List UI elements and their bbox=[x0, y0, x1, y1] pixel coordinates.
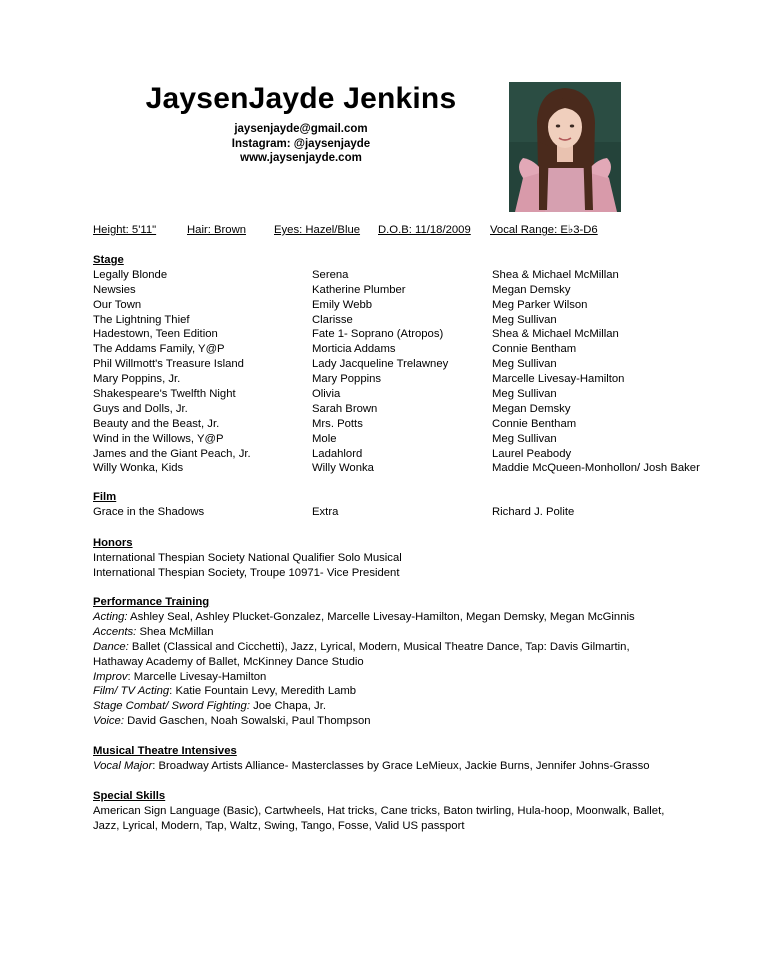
dob: D.O.B: 11/18/2009 bbox=[378, 224, 471, 236]
role: Ladahlord bbox=[312, 447, 363, 460]
credit-row bbox=[93, 417, 733, 432]
intensive-text: : Broadway Artists Alliance- Masterclasses by Grace LeMieux, Jackie Burns, Jennifer Johns-Grasso bbox=[152, 759, 650, 772]
show-title: Wind in the Willows, Y@P bbox=[93, 432, 224, 445]
credit-row bbox=[93, 447, 733, 462]
training-section bbox=[93, 595, 635, 729]
skills-line: American Sign Language (Basic), Cartwheels, Hat tricks, Cane tricks, Baton twirling, Hula-hoop, Moonwalk, Ballet, bbox=[93, 804, 665, 817]
role: Sarah Brown bbox=[312, 402, 378, 415]
section-heading: Performance Training bbox=[93, 596, 210, 608]
director: Megan Demsky bbox=[492, 402, 571, 415]
role: Emily Webb bbox=[312, 298, 373, 311]
training-improv bbox=[93, 670, 635, 685]
role: Mrs. Potts bbox=[312, 417, 363, 430]
training-label: Film/ TV Acting bbox=[93, 685, 170, 698]
role: Mole bbox=[312, 432, 337, 445]
section-heading: Stage bbox=[93, 254, 124, 266]
role: Extra bbox=[312, 505, 339, 518]
training-label: Dance: bbox=[93, 640, 129, 653]
show-title: The Lightning Thief bbox=[93, 313, 190, 326]
show-title: Shakespeare's Twelfth Night bbox=[93, 388, 236, 401]
skills-line: Jazz, Lyrical, Modern, Tap, Waltz, Swing, Tango, Fosse, Valid US passport bbox=[93, 819, 465, 832]
role: Willy Wonka bbox=[312, 462, 374, 475]
training-voice bbox=[93, 714, 635, 729]
credit-row bbox=[93, 387, 733, 402]
training-label: Improv bbox=[93, 670, 128, 683]
intensives-section bbox=[93, 744, 650, 774]
director: Meg Sullivan bbox=[492, 313, 557, 326]
film-title: Grace in the Shadows bbox=[93, 505, 205, 518]
show-title: James and the Giant Peach, Jr. bbox=[93, 447, 251, 460]
honors-section bbox=[93, 536, 402, 581]
show-title: Guys and Dolls, Jr. bbox=[93, 402, 188, 415]
show-title: Legally Blonde bbox=[93, 268, 168, 281]
credit-row bbox=[93, 342, 733, 357]
director: Meg Parker Wilson bbox=[492, 298, 588, 311]
training-label: Accents: bbox=[93, 625, 137, 638]
director: Connie Bentham bbox=[492, 343, 577, 356]
training-text: David Gaschen, Noah Sowalski, Paul Thompson bbox=[123, 715, 371, 728]
training-text: Shea McMillan bbox=[136, 625, 214, 638]
training-dance bbox=[93, 640, 635, 655]
section-heading: Musical Theatre Intensives bbox=[93, 745, 237, 757]
show-title: Mary Poppins, Jr. bbox=[93, 373, 181, 386]
credit-row bbox=[93, 505, 733, 520]
director: Connie Bentham bbox=[492, 417, 577, 430]
training-acting bbox=[93, 610, 635, 625]
training-label: Acting: bbox=[93, 610, 128, 623]
director: Meg Sullivan bbox=[492, 358, 557, 371]
section-heading: Special Skills bbox=[93, 790, 166, 802]
role: Mary Poppins bbox=[312, 373, 382, 386]
role: Morticia Addams bbox=[312, 343, 396, 356]
role: Lady Jacqueline Trelawney bbox=[312, 358, 449, 371]
instagram: Instagram: @jaysenjayde bbox=[231, 137, 371, 150]
film-section bbox=[93, 490, 733, 520]
role: Serena bbox=[312, 268, 349, 281]
stage-credits bbox=[93, 268, 733, 476]
website: www.jaysenjayde.com bbox=[240, 152, 362, 165]
hair: Hair: Brown bbox=[187, 224, 247, 236]
director: Laurel Peabody bbox=[492, 447, 572, 460]
honor-item: International Thespian Society, Troupe 10971- Vice President bbox=[93, 566, 400, 579]
credit-row bbox=[93, 283, 733, 298]
show-title: Hadestown, Teen Edition bbox=[93, 328, 218, 341]
show-title: Newsies bbox=[93, 283, 136, 296]
training-stage-combat bbox=[93, 699, 635, 714]
credit-row bbox=[93, 461, 733, 476]
training-text: Ashley Seal, Ashley Plucket-Gonzalez, Marcelle Livesay-Hamilton, Megan Demsky, Megan McGinnis bbox=[127, 610, 635, 623]
height: Height: 5'11" bbox=[93, 224, 157, 236]
intensive-item bbox=[93, 759, 650, 774]
intensive-label: Vocal Major bbox=[93, 759, 153, 772]
training-dance-cont: Hathaway Academy of Ballet, McKinney Dance Studio bbox=[93, 655, 364, 668]
section-heading: Honors bbox=[93, 537, 133, 549]
credit-row bbox=[93, 313, 733, 328]
email: jaysenjayde@gmail.com bbox=[234, 123, 368, 135]
show-title: Willy Wonka, Kids bbox=[93, 462, 184, 475]
director: Shea & Michael McMillan bbox=[492, 328, 619, 341]
vocal-range: Vocal Range: E♭3-D6 bbox=[490, 224, 598, 236]
director: Meg Sullivan bbox=[492, 432, 557, 445]
credit-row bbox=[93, 298, 733, 313]
contact-block bbox=[140, 122, 462, 166]
training-text: Ballet (Classical and Cicchetti), Jazz, Lyrical, Modern, Musical Theatre Dance, Tap: Davis Gilmartin, bbox=[128, 640, 630, 653]
show-title: The Addams Family, Y@P bbox=[93, 343, 225, 356]
training-label: Voice: bbox=[93, 715, 124, 728]
credit-row bbox=[93, 357, 733, 372]
director: Marcelle Livesay-Hamilton bbox=[492, 373, 625, 386]
training-text: : Marcelle Livesay-Hamilton bbox=[127, 670, 267, 683]
headshot-illustration bbox=[509, 82, 621, 212]
training-label: Stage Combat/ Sword Fighting: bbox=[93, 700, 250, 713]
show-title: Our Town bbox=[93, 298, 142, 311]
role: Olivia bbox=[312, 388, 341, 401]
director: Maddie McQueen-Monhollon/ Josh Baker bbox=[492, 462, 700, 475]
eyes: Eyes: Hazel/Blue bbox=[274, 224, 361, 236]
role: Clarisse bbox=[312, 313, 353, 326]
credit-row bbox=[93, 372, 733, 387]
performer-name: JaysenJayde Jenkins bbox=[145, 82, 457, 115]
headshot-photo bbox=[509, 82, 621, 212]
credit-row bbox=[93, 432, 733, 447]
director: Megan Demsky bbox=[492, 283, 571, 296]
training-film-tv bbox=[93, 684, 635, 699]
show-title: Phil Willmott's Treasure Island bbox=[93, 358, 244, 371]
training-text: Joe Chapa, Jr. bbox=[249, 700, 326, 713]
honor-item: International Thespian Society National Qualifier Solo Musical bbox=[93, 551, 402, 564]
role: Fate 1- Soprano (Atropos) bbox=[312, 328, 444, 341]
director: Meg Sullivan bbox=[492, 388, 557, 401]
director: Shea & Michael McMillan bbox=[492, 268, 619, 281]
training-accents bbox=[93, 625, 635, 640]
credit-row bbox=[93, 268, 733, 283]
section-heading: Film bbox=[93, 491, 117, 503]
role: Katherine Plumber bbox=[312, 283, 406, 296]
director: Richard J. Polite bbox=[492, 505, 575, 518]
skills-section bbox=[93, 789, 664, 834]
training-text: : Katie Fountain Levy, Meredith Lamb bbox=[169, 685, 357, 698]
credit-row bbox=[93, 327, 733, 342]
credit-row bbox=[93, 402, 733, 417]
show-title: Beauty and the Beast, Jr. bbox=[93, 417, 220, 430]
stage-section bbox=[93, 253, 733, 476]
